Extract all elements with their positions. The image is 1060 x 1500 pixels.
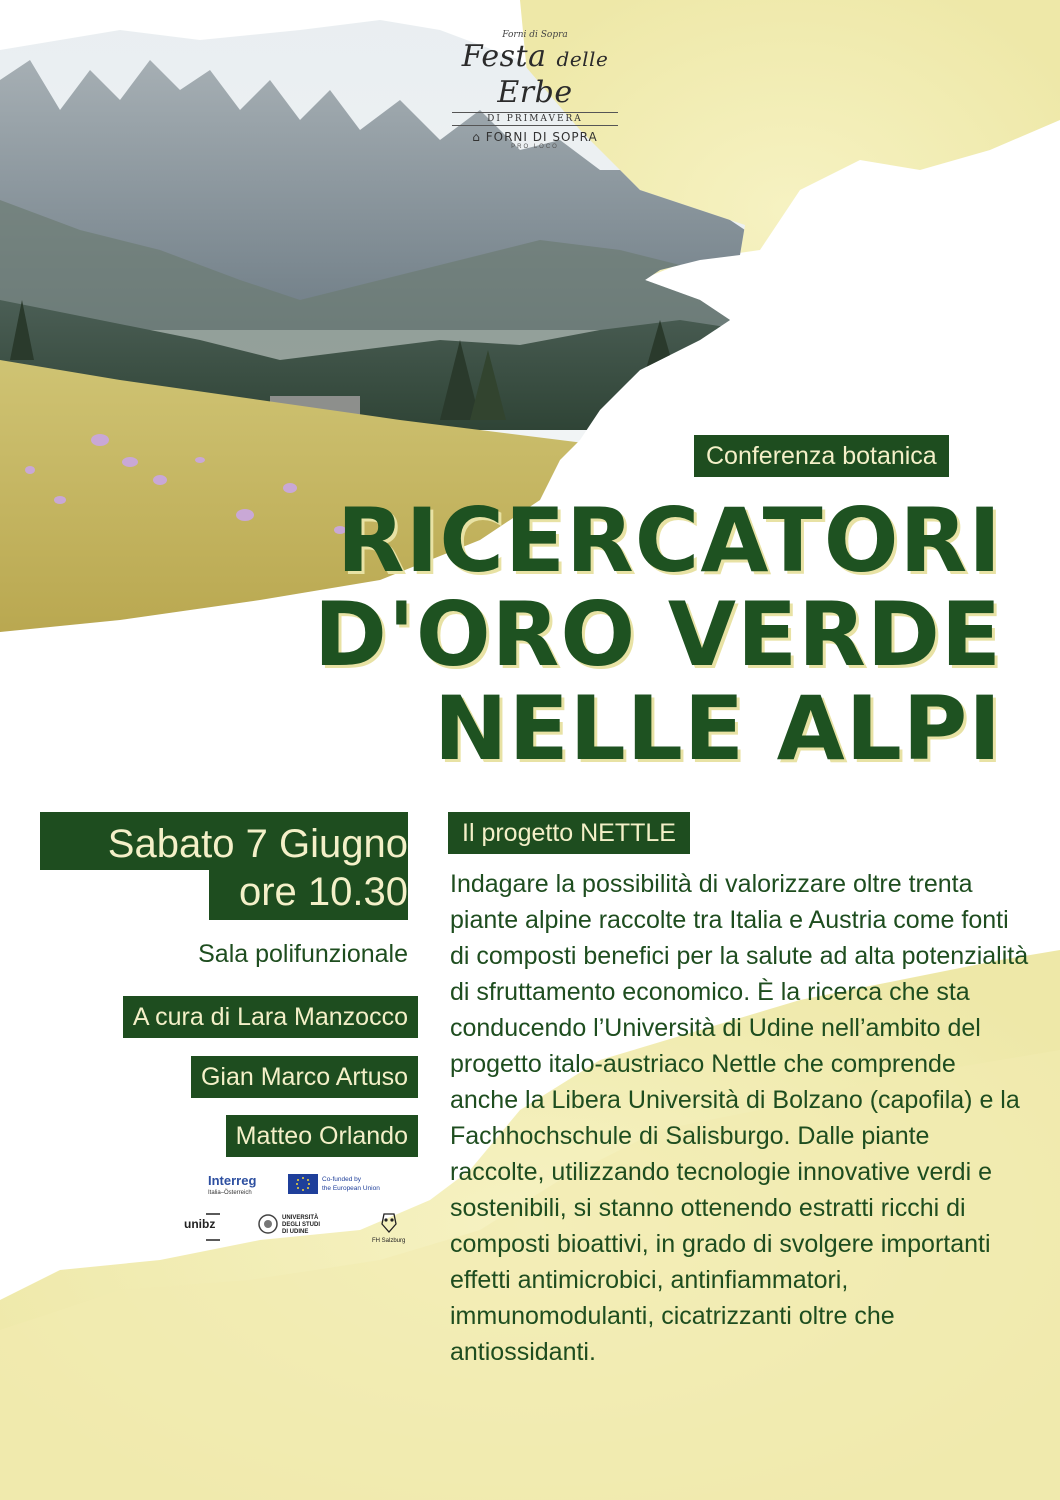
event-date: Sabato 7 Giugno — [107, 822, 408, 866]
festa-delle-erbe-logo — [440, 20, 630, 150]
logo-organization: ⌂ FORNI DI SOPRA — [472, 130, 598, 144]
logo-subtitle: DI PRIMAVERA — [452, 112, 618, 126]
event-type-badge: Conferenza botanica — [694, 435, 949, 477]
headline-line-1: RICERCATORI — [336, 489, 1002, 592]
house-icon: ⌂ — [472, 130, 481, 144]
curator-2: Gian Marco Artuso — [191, 1056, 418, 1098]
svg-text:UNIVERSITÀ: UNIVERSITÀ — [282, 1215, 319, 1221]
svg-text:Co-funded by: Co-funded by — [322, 1176, 362, 1183]
partner-logos — [180, 1168, 420, 1248]
headline-line-2: D'ORO VERDE — [313, 583, 1002, 686]
logo-organization-sub: PRO LOCO — [511, 144, 559, 150]
fh-owl-icon — [382, 1214, 396, 1232]
unibz-logo: unibz — [184, 1217, 216, 1231]
svg-text:the European Union: the European Union — [322, 1185, 380, 1192]
project-description: Indagare la possibilità di valorizzare oltre trenta piante alpine raccolte tra Italia e Austria come fonti di composti benefici per la salute ad alta potenzialità di sfruttamento economico. È la ricerca che sta conducendo l’Università di Udine nell’ambito del progetto italo-austriaco Nettle che comprende anche la Libera Università di Bolzano (capofila) e la Fachhochschule di Salisburgo. Dalle piante raccolte, utilizzando tecnologie innovative verdi e sostenibili, si stanno ottenendo estratti ricchi di composti bioattivi, in grado di svolgere importanti effetti antimicrobici, antinfiammatori, immunomodulanti, cicatrizzanti oltre che antiossidanti. — [450, 870, 1029, 1366]
event-date-time — [108, 820, 408, 916]
interreg-logo: Interreg — [208, 1173, 257, 1188]
logo-tagline: Forni di Sopra — [502, 30, 568, 40]
logo-title: Festa delle Erbe — [461, 39, 609, 110]
svg-text:FH Salzburg: FH Salzburg — [372, 1238, 406, 1244]
venue: Sala polifunzionale — [198, 940, 408, 968]
svg-text:DI UDINE: DI UDINE — [282, 1229, 309, 1235]
svg-text:Italia–Österreich: Italia–Österreich — [208, 1190, 252, 1196]
project-title-badge: Il progetto NETTLE — [448, 812, 690, 854]
headline-line-3: NELLE ALPI — [433, 677, 1002, 780]
headline — [313, 489, 1002, 780]
event-time: ore 10.30 — [238, 870, 408, 914]
curator-3: Matteo Orlando — [226, 1115, 418, 1157]
svg-text:DEGLI STUDI: DEGLI STUDI — [282, 1222, 321, 1228]
curator-1: A cura di Lara Manzocco — [123, 996, 418, 1038]
